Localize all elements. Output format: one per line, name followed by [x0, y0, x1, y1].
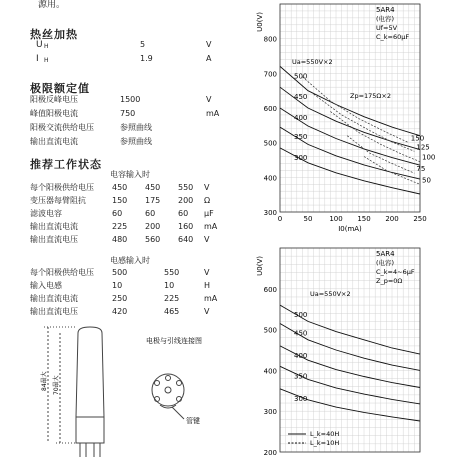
work-value: 560 — [145, 235, 161, 244]
series-label: 350 — [294, 372, 308, 381]
work-label: 每个阳极供给电压 — [30, 183, 94, 192]
chart-inductor-input — [258, 244, 460, 460]
chart-annotation: Zp=175Ω×2 — [350, 92, 391, 100]
series-label: 500 — [294, 311, 308, 320]
work-label: 输出直流电压 — [30, 307, 78, 316]
heater-symbol-sub: H — [44, 57, 49, 64]
work-unit: V — [204, 268, 210, 277]
y-tick-label: 500 — [263, 326, 277, 335]
work-label: 输出直流电压 — [30, 235, 78, 244]
heater-title: 热丝加热 — [30, 28, 78, 41]
work-value: 225 — [164, 294, 180, 303]
chart-capacitor-input — [258, 0, 460, 232]
limit-value: 750 — [120, 109, 136, 118]
zp-curve-label: 100 — [422, 153, 436, 162]
limit-label: 峰值阳极电流 — [30, 109, 78, 118]
x-tick-label: 200 — [385, 215, 399, 223]
series-label: 500 — [294, 72, 308, 81]
work-unit: Ω — [204, 196, 211, 205]
ind-input-header: 电感输入时 — [110, 256, 150, 265]
limit-label: 阳极交流供给电压 — [30, 123, 94, 132]
work-label: 滤波电容 — [30, 209, 62, 218]
y-tick-label: 600 — [263, 285, 277, 294]
chart-annotation: C_k=4~6μF — [376, 268, 415, 276]
heater-symbol-sub: H — [44, 43, 49, 50]
work-label: 每个阳极供给电压 — [30, 268, 94, 277]
work-value: 175 — [145, 196, 161, 205]
chart-annotation: Uf=5V — [376, 24, 398, 32]
series-label: 450 — [294, 329, 308, 338]
limit-value: 1500 — [120, 95, 141, 104]
diagram-caption: 电极与引线连接图 — [146, 337, 202, 345]
y-tick-label: 300 — [263, 408, 277, 417]
limit-unit: mA — [206, 109, 220, 118]
work-value: 450 — [145, 183, 161, 192]
work-value: 200 — [145, 222, 161, 231]
limits-title: 极限额定值 — [30, 82, 90, 95]
recommended-title: 推荐工作状态 — [30, 158, 102, 171]
series-line — [280, 389, 420, 421]
chart-annotation: Ua=550V×2 — [310, 290, 351, 298]
heater-unit: A — [206, 54, 212, 63]
work-unit: V — [204, 307, 210, 316]
work-value: 225 — [112, 222, 128, 231]
x-tick-label: 50 — [303, 215, 313, 223]
work-value: 150 — [112, 196, 128, 205]
chart-annotation: C_k=60μF — [376, 33, 410, 41]
cap-input-header: 电容输入时 — [110, 170, 150, 179]
key-label: 管键 — [186, 417, 200, 425]
work-value: 550 — [164, 268, 180, 277]
y-tick-label: 800 — [263, 35, 277, 44]
x-tick-label: 150 — [357, 215, 371, 223]
y-tick-label: 500 — [263, 139, 277, 148]
dim-a-label: 84最大 — [41, 371, 48, 391]
y-tick-label: 200 — [263, 449, 277, 457]
zp-curve-label: 75 — [416, 165, 426, 174]
series-label: 450 — [294, 93, 308, 102]
tube-outline-drawing — [40, 325, 250, 460]
work-unit: μF — [204, 209, 214, 218]
work-unit: mA — [204, 294, 218, 303]
work-value: 10 — [112, 281, 123, 290]
chart-annotation: Z_p=0Ω — [376, 277, 403, 285]
zp-curve-label: 50 — [422, 176, 431, 185]
y-axis-label: U0(V) — [256, 256, 264, 276]
y-tick-label: 600 — [263, 105, 277, 113]
series-label: 350 — [294, 133, 308, 142]
work-value: 60 — [145, 209, 156, 218]
work-unit: V — [204, 235, 210, 244]
zp-curve-label: 150 — [410, 134, 425, 143]
chart-title: 5AR4 — [376, 250, 395, 258]
x-tick-label: 250 — [413, 215, 427, 223]
intro-text: 源用。 — [38, 0, 66, 10]
work-value: 60 — [112, 209, 123, 218]
limit-unit: V — [206, 95, 212, 104]
work-unit: mA — [204, 222, 218, 231]
chart-annotation: Ua=550V×2 — [292, 58, 333, 66]
limit-value: 参照曲线 — [120, 137, 152, 146]
limit-label: 输出直流电流 — [30, 137, 78, 146]
limit-value: 参照曲线 — [120, 123, 152, 132]
zp-curve — [302, 77, 408, 143]
work-label: 输入电感 — [30, 281, 62, 290]
y-tick-label: 700 — [263, 70, 277, 79]
y-tick-label: 300 — [263, 209, 277, 217]
chart-subtitle: (电容) — [376, 15, 395, 23]
x-tick-label: 100 — [329, 215, 343, 223]
chart-title: 5AR4 — [376, 6, 395, 14]
work-value: 465 — [164, 307, 180, 316]
work-value: 160 — [178, 222, 194, 231]
heater-value: 5 — [140, 40, 146, 49]
work-value: 640 — [178, 235, 194, 244]
work-value: 500 — [112, 268, 128, 277]
series-label: 300 — [294, 153, 308, 162]
zp-curve-label: 125 — [416, 143, 430, 152]
dim-b-label: 70最大 — [53, 375, 60, 395]
y-axis-label: U0(V) — [256, 12, 264, 32]
x-axis-label: I0(mA) — [338, 225, 362, 233]
heater-value: 1.9 — [140, 54, 153, 63]
work-value: 480 — [112, 235, 128, 244]
work-value: 420 — [112, 307, 128, 316]
heater-symbol: U — [36, 40, 43, 50]
limit-label: 阳极反峰电压 — [30, 95, 78, 104]
series-label: 400 — [294, 114, 308, 122]
work-value: 550 — [178, 183, 194, 192]
x-tick-label: 0 — [277, 215, 283, 223]
y-tick-label: 400 — [263, 174, 277, 183]
heater-unit: V — [206, 40, 212, 49]
work-label: 输出直流电流 — [30, 294, 78, 303]
work-value: 200 — [178, 196, 194, 205]
work-unit: V — [204, 183, 210, 192]
series-label: 400 — [294, 351, 308, 360]
work-label: 输出直流电流 — [30, 222, 78, 231]
work-value: 250 — [112, 294, 128, 303]
work-unit: H — [204, 281, 211, 290]
work-value: 450 — [112, 183, 128, 192]
chart-subtitle: (电容) — [376, 259, 395, 267]
series-label: 300 — [294, 394, 308, 403]
heater-symbol: I — [36, 54, 39, 64]
work-label: 变压器每臂阻抗 — [30, 196, 86, 205]
y-tick-label: 400 — [263, 367, 277, 376]
work-value: 10 — [164, 281, 175, 290]
legend-label: L_k=40H — [310, 430, 340, 438]
legend-label: L_k=10H — [310, 439, 340, 447]
work-value: 60 — [178, 209, 189, 218]
